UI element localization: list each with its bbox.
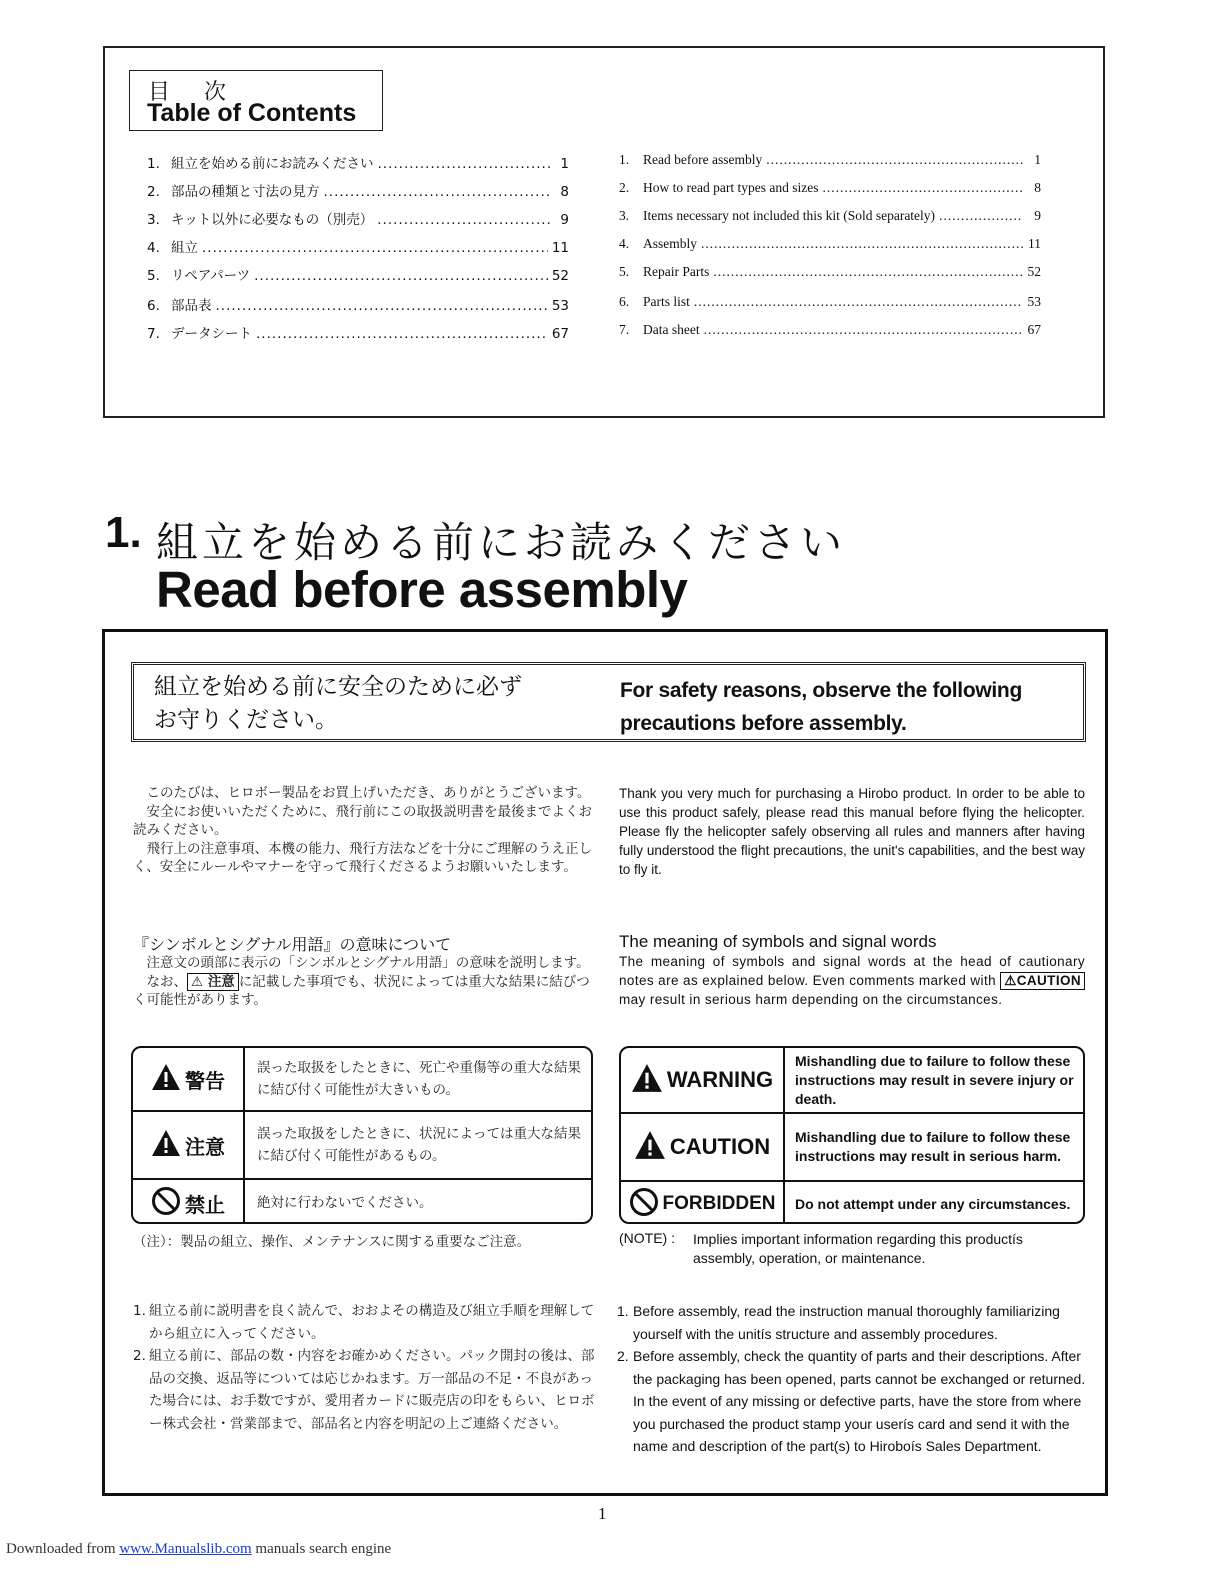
symbol-description-text: 絶対に行わないでください。 [257,1195,433,1211]
caution-badge-en [1000,972,1085,990]
toc-entry-num: 5. [619,264,630,279]
symbol-description-text: Mishandling due to failure to follow these instructions may result in severe injury or death. [795,1052,1074,1107]
section-title-jp: 組立を始める前にお読みください [156,518,847,567]
list-item-num: 1. [617,1303,629,1319]
toc-title-box [129,70,383,131]
symbol-description [785,1048,1085,1112]
text-run: なお、 [133,973,187,990]
toc-leader [939,208,1023,224]
list-item-text: Before assembly, read the instruction manual thoroughly familiarizing yourself with the unitís structure and assembly procedures. [633,1303,1060,1342]
symbol-label: FORBIDDEN [662,1193,776,1214]
toc-entry-page: 67 [1027,322,1041,337]
toc-entry-page: 53 [1027,294,1041,309]
page-number: 1 [598,1504,607,1523]
toc-entry-page: 52 [551,268,569,284]
caution-badge-jp [187,973,239,991]
toc-entry-num: 5. [147,268,160,284]
toc-entry-num: 6. [619,294,630,309]
toc-entry-page: 1 [1034,152,1041,167]
prohibited-icon [151,1186,181,1220]
warning-triangle-icon [634,1130,666,1164]
symbol-description-text: 誤った取扱をしたときに、状況によっては重大な結果に結び付く可能性があるもの。 [257,1126,581,1164]
toc-title-en: Table of Contents [147,99,357,127]
symbols-para-jp [133,954,597,1010]
toc-entry-label: キット以外に必要なもの（別売） [171,212,374,228]
note-en-key: (NOTE) : [619,1230,675,1246]
text-run: The meaning of symbols and signal words at the head of cautionary notes are as explained below. Even comments marked with [619,954,1085,988]
toc-leader [378,156,552,172]
banner-en-line: For safety reasons, observe the following [620,679,1022,702]
banner-text-jp [154,671,522,737]
banner-en-line: precautions before assembly. [620,712,907,735]
safety-precautions-box [102,629,1108,1496]
symbol-cell [133,1048,245,1110]
symbol-row-warning [133,1048,591,1112]
list-item [617,1300,1087,1345]
toc-leader [766,152,1023,168]
toc-entry[interactable] [619,180,1041,200]
toc-entry[interactable] [619,264,1041,284]
toc-entry-num: 4. [619,236,630,251]
footer-prefix: Downloaded from [6,1541,120,1557]
symbol-label: CAUTION [669,1134,771,1159]
section-number: 1. [105,508,142,557]
warning-triangle-icon [151,1063,181,1095]
toc-entry-label: リペアパーツ [171,268,251,284]
toc-entry-label: 組立を始める前にお読みください [171,156,374,172]
toc-entry-label: Data sheet [643,322,700,337]
toc-entry-label: Items necessary not included this kit (Sold separately) [643,208,936,223]
toc-entry-page: 67 [551,326,569,342]
list-item-num: 2. [617,1348,629,1364]
toc-leader [377,212,551,228]
toc-entry[interactable] [619,236,1041,256]
instructions-list-jp [133,1300,597,1435]
toc-entry-num: 4. [147,240,160,256]
toc-entry-num: 1. [147,156,160,172]
list-item [617,1345,1087,1458]
symbol-row-forbidden [133,1180,591,1224]
list-item [133,1345,597,1435]
symbol-label: 警告 [185,1068,225,1093]
toc-leader [256,326,548,342]
toc-entry[interactable] [147,152,569,172]
list-item-num: 2. [133,1348,146,1364]
toc-entry[interactable] [147,208,569,228]
manualslib-link[interactable]: www.Manualslib.com [119,1541,252,1557]
toc-entry-num: 2. [147,184,160,200]
symbols-heading-jp: 『シンボルとシグナル用語』の意味について [133,935,452,954]
toc-entry[interactable] [147,294,569,314]
symbols-heading-en: The meaning of symbols and signal words [619,932,937,951]
toc-leader [202,240,548,256]
toc-leader [701,236,1023,252]
text-run: may result in serious harm depending on the circumstances. [619,992,1003,1007]
toc-leader [254,268,548,284]
symbol-row-caution [133,1112,591,1180]
list-item-text: 組立る前に説明書を良く読んで、おおよその構造及び組立手順を理解してから組立に入ってください。 [149,1303,595,1342]
toc-entry-page: 11 [1028,236,1041,251]
list-item-text: 組立る前に、部品の数・内容をお確かめください。パック開封の後は、部品の交換、返品等については応じかねます。万一部品の不足・不良があった場合には、お手数ですが、愛用者カードに販売店の印をもらい、ヒロボー株式会社・営業部まで、部品名と内容を明記の上ご連絡ください。 [149,1348,595,1432]
toc-entry-page: 53 [551,298,569,314]
symbol-label: 禁止 [185,1192,225,1217]
toc-entry-page: 9 [1034,208,1041,223]
toc-leader [704,322,1023,338]
note-en-text: Implies important information regarding this productís assembly, operation, or maintenance. [693,1231,1023,1266]
list-item-num: 1. [133,1303,146,1319]
symbol-cell [621,1182,785,1224]
toc-entry[interactable] [619,322,1041,342]
toc-entry-num: 7. [147,326,160,342]
symbol-row-warning [621,1048,1083,1114]
toc-entry-label: Parts list [643,294,690,309]
symbol-label: WARNING [666,1067,774,1092]
safety-banner [131,662,1086,742]
toc-entry-label: How to read part types and sizes [643,180,819,195]
toc-entry-num: 3. [147,212,160,228]
list-item-text: Before assembly, check the quantity of parts and their descriptions. After the packaging has been opened, parts cannot be exchanged or returned. In the event of any missing or defective parts, have the store from where you purchased the product stamp your userís card and send it with the name and description of the part(s) to Hiroboís Sales Department. [633,1348,1086,1454]
toc-entry-label: Assembly [643,236,697,251]
banner-text-en [620,674,1022,740]
toc-entry-label: Repair Parts [643,264,710,279]
toc-entry-label: 組立 [171,240,198,256]
table-of-contents [103,46,1105,418]
symbol-description [245,1112,593,1178]
instructions-list-en [617,1300,1087,1458]
toc-entry-label: 部品表 [171,298,212,314]
toc-leader [713,264,1023,280]
caution-badge-label: 注意 [207,973,235,990]
symbol-description-text: 誤った取扱をしたときに、死亡や重傷等の重大な結果に結び付く可能性が大きいもの。 [257,1060,581,1098]
symbol-description-text: Mishandling due to failure to follow these instructions may result in serious harm. [795,1129,1071,1164]
download-footer [6,1541,391,1558]
toc-entry[interactable] [147,322,569,342]
toc-entry-page: 8 [1034,180,1041,195]
toc-entry-page: 8 [560,184,569,200]
symbol-table-jp [131,1046,593,1224]
intro-text-jp: このたびは、ヒロボー製品をお買上げいただき、ありがとうございます。 安全にお使いいただくために、飛行前にこの取扱説明書を最後までよくお読みください。 飛行上の注意事項、本機の能力、飛行方法などを十分にご理解のうえ正しく、安全にルールやマナーを守って飛行くださるようお願いいたします。 [133,785,592,875]
symbol-cell [133,1112,245,1178]
list-item [133,1300,597,1345]
footer-suffix: manuals search engine [251,1541,392,1557]
toc-title-jp: 目 次 [148,80,233,105]
toc-entry[interactable] [147,236,569,256]
symbol-row-caution [621,1114,1083,1182]
text-run: に記載した事項でも、状況によっては重大な結果に結びつく可能性があります。 [133,973,590,1008]
toc-entry-num: 3. [619,208,630,223]
toc-entry-page: 11 [551,240,569,256]
banner-jp-line: 組立を始める前に安全のために必ず [154,674,522,700]
toc-entry-num: 7. [619,322,630,337]
toc-entry-num: 2. [619,180,630,195]
toc-entry-label: データシート [171,326,252,342]
toc-entry[interactable] [619,208,1041,228]
symbol-description [785,1182,1085,1224]
symbols-para-jp-line: 注意文の頭部に表示の「シンボルとシグナル用語」の意味を説明します。 [133,955,590,971]
toc-entry-label: 部品の種類と寸法の見方 [171,184,320,200]
toc-entry-num: 6. [147,298,160,314]
toc-entry-num: 1. [619,152,630,167]
symbols-para-en [619,952,1085,1009]
symbol-table-en [619,1046,1085,1224]
warning-triangle-icon [631,1063,663,1097]
toc-leader [694,294,1023,310]
toc-entry[interactable] [147,180,569,200]
prohibited-icon [629,1187,659,1221]
note-jp: （注）：製品の組立、操作、メンテナンスに関する重要なご注意。 [133,1234,531,1250]
warning-triangle-icon: ⚠ [191,973,204,990]
symbol-description [245,1048,593,1110]
symbol-cell [133,1180,245,1224]
toc-entry[interactable] [147,264,569,284]
banner-jp-line: お守りください。 [154,707,338,733]
symbol-cell [621,1114,785,1180]
warning-triangle-icon: ⚠ [1004,973,1017,988]
toc-entry[interactable] [619,294,1041,314]
symbol-description [785,1114,1085,1180]
section-title-en: Read before assembly [156,561,688,618]
symbol-description-text: Do not attempt under any circumstances. [795,1195,1071,1212]
symbol-row-forbidden [621,1182,1083,1224]
toc-leader [822,180,1023,196]
toc-leader [324,184,552,200]
toc-entry-label: Read before assembly [643,152,763,167]
toc-entry[interactable] [619,152,1041,172]
intro-text-en: Thank you very much for purchasing a Hirobo product. In order to be able to use this product safely, please read this manual before flying the helicopter. Please fly the helicopter safely observing all rules and manners after having fully understood the flight precautions, the unit's capabilities, and the best way to fly it. [619,786,1085,877]
toc-entry-page: 9 [560,212,569,228]
caution-badge-label: CAUTION [1016,973,1082,988]
symbol-cell [621,1048,785,1112]
toc-entry-page: 52 [1027,264,1041,279]
warning-triangle-icon [151,1129,181,1161]
symbol-description [245,1180,593,1224]
toc-leader [216,298,548,314]
symbol-label: 注意 [185,1134,225,1159]
toc-entry-page: 1 [560,156,569,172]
symbols-para-jp-line [133,973,597,1010]
